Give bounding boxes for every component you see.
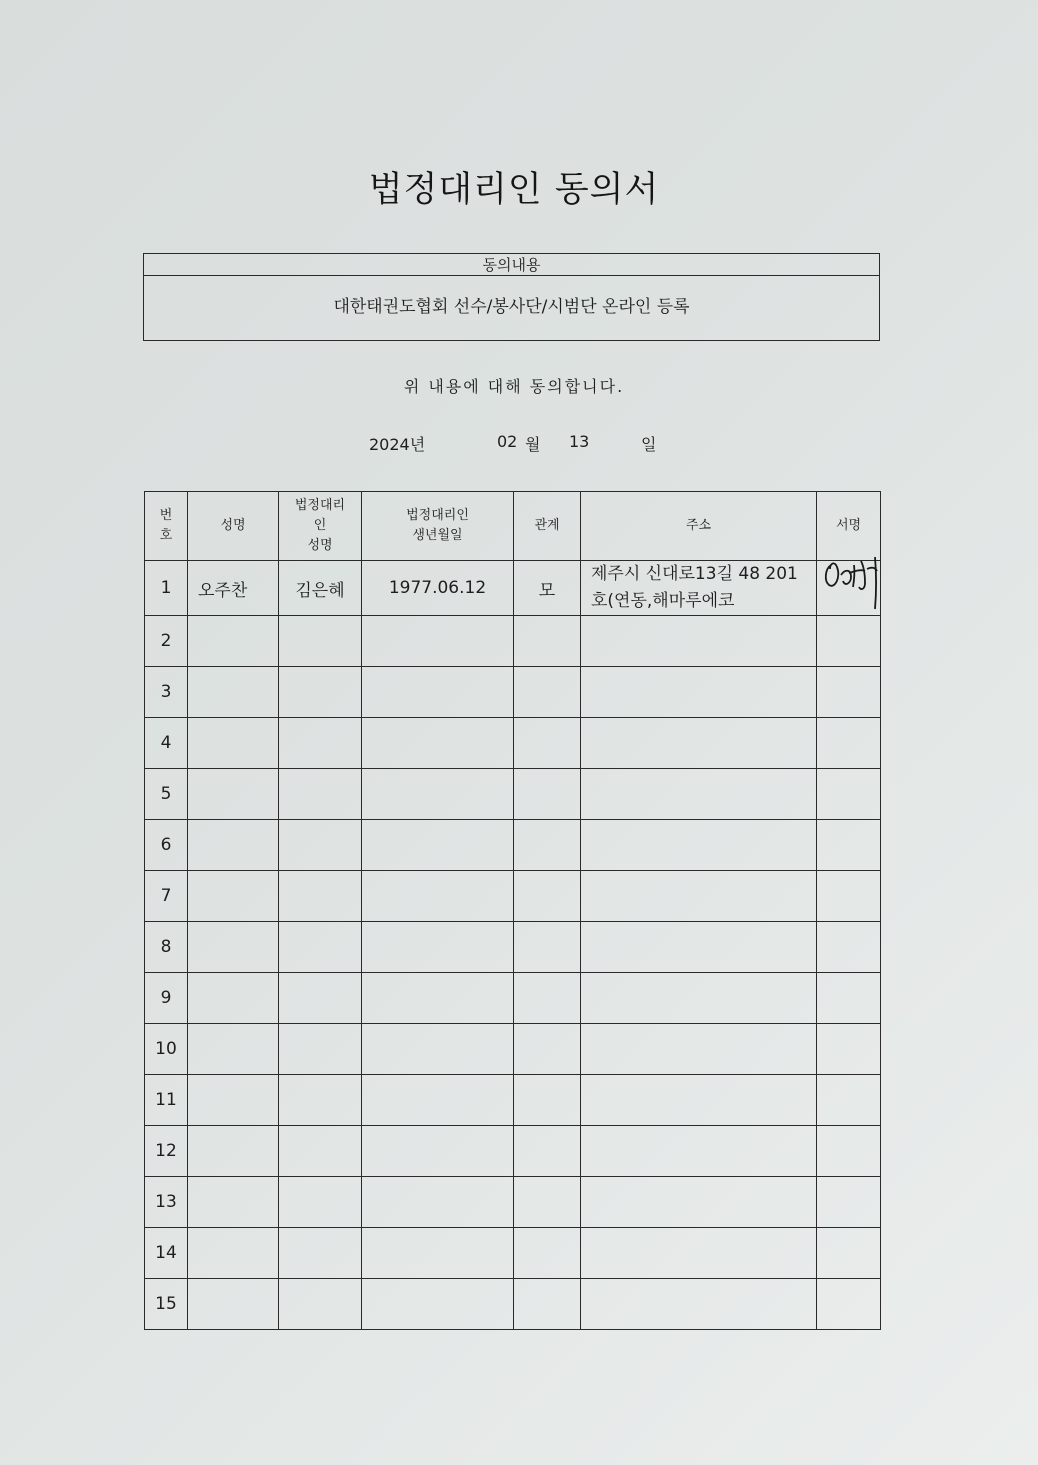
row-number: 8 [145, 922, 188, 973]
table-row [145, 667, 881, 718]
row-number: 3 [145, 667, 188, 718]
header-name: 성명 [188, 492, 279, 561]
row-address-line2: 호(연동,해마루에코 [591, 591, 735, 611]
header-guardian-name [279, 492, 362, 561]
row-number: 13 [145, 1177, 188, 1228]
table-row [145, 973, 881, 1024]
date-day-label: 일 [641, 435, 657, 454]
document-title: 법정대리인 동의서 [368, 170, 660, 210]
row-guardian-name: 김은혜 [279, 561, 362, 616]
row-signature [817, 561, 881, 616]
row-number: 1 [145, 561, 188, 616]
roster-table [144, 491, 881, 1330]
table-header-row [145, 492, 881, 561]
agreement-text: 위 내용에 대해 동의합니다. [403, 377, 625, 396]
row-number: 6 [145, 820, 188, 871]
table-row [145, 1126, 881, 1177]
header-guardian-name-line1: 법정대리 [294, 498, 346, 513]
header-relation: 관계 [514, 492, 581, 561]
row-name: 오주찬 [188, 561, 279, 616]
consent-header: 동의내용 [144, 254, 879, 276]
row-number: 9 [145, 973, 188, 1024]
row-relation: 모 [514, 561, 581, 616]
header-number-line2: 호 [159, 528, 173, 543]
table-row [145, 1228, 881, 1279]
table-row [145, 1177, 881, 1228]
consent-box [143, 253, 880, 341]
row-number: 11 [145, 1075, 188, 1126]
table-row [145, 871, 881, 922]
table-row [145, 718, 881, 769]
row-number: 12 [145, 1126, 188, 1177]
header-guardian-birth-line1: 법정대리인 [406, 508, 469, 523]
consent-body: 대한태권도협회 선수/봉사단/시범단 온라인 등록 [333, 297, 690, 317]
row-number: 5 [145, 769, 188, 820]
row-number: 7 [145, 871, 188, 922]
date-year: 2024년 [369, 435, 426, 454]
header-address: 주소 [581, 492, 817, 561]
table-row [145, 616, 881, 667]
row-number: 10 [145, 1024, 188, 1075]
row-address-line1: 제주시 신대로13길 48 201 [591, 564, 798, 584]
header-guardian-name-line2: 인 [313, 518, 327, 533]
date-day-value: 13 [569, 432, 590, 451]
row-number: 4 [145, 718, 188, 769]
table-row [145, 1279, 881, 1330]
header-number-line1: 번 [159, 508, 173, 523]
row-number: 14 [145, 1228, 188, 1279]
header-guardian-name-line3: 성명 [307, 538, 333, 553]
date-month-value: 02 [497, 432, 518, 451]
row-guardian-birth: 1977.06.12 [362, 561, 514, 616]
row-number: 15 [145, 1279, 188, 1330]
header-guardian-birth-line2: 생년월일 [412, 528, 463, 543]
table-row [145, 922, 881, 973]
header-signature: 서명 [817, 492, 881, 561]
handwritten-signature [821, 551, 883, 615]
table-row [145, 561, 881, 616]
date-month-label: 월 [525, 435, 541, 454]
table-row [145, 1075, 881, 1126]
row-number: 2 [145, 616, 188, 667]
table-row [145, 1024, 881, 1075]
header-number [145, 492, 188, 561]
table-row [145, 820, 881, 871]
table-row [145, 769, 881, 820]
header-guardian-birth [362, 492, 514, 561]
row-address [581, 561, 817, 616]
